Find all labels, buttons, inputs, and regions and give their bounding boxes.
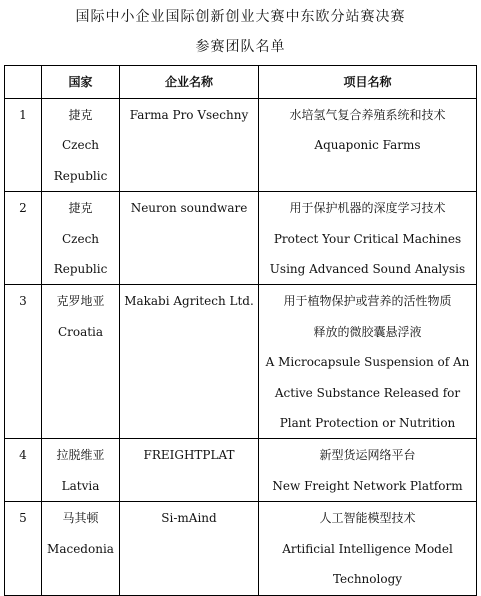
company-cell [120, 285, 259, 439]
project-line: Technology [332, 572, 403, 587]
document-subtitle: 参赛团队名单 [195, 39, 286, 55]
table-row [5, 99, 477, 192]
table-row [5, 285, 477, 439]
country-line: Czech [61, 231, 100, 246]
project-line: 用于植物保护或营养的活性物质 [283, 294, 452, 309]
project-cell [259, 502, 477, 595]
project-line: 释放的微胶囊悬浮液 [313, 324, 422, 339]
project-line: Using Advanced Sound Analysis [269, 262, 466, 277]
country-line: Republic [53, 168, 108, 183]
table-row [5, 439, 477, 502]
project-line: New Freight Network Platform [272, 478, 463, 493]
country-cell [42, 439, 120, 502]
project-cell [259, 439, 477, 502]
table-row [5, 192, 477, 285]
participants-table [4, 65, 477, 596]
country-line: 克罗地亚 [56, 294, 105, 309]
document-title: 国际中小企业国际创新创业大赛中东欧分站赛决赛 [75, 9, 406, 25]
row-number: 4 [5, 439, 42, 502]
company-cell [120, 439, 259, 502]
country-line: Macedonia [47, 541, 114, 556]
project-line: 新型货运网络平台 [319, 448, 416, 463]
project-line: Aquaponic Farms [314, 138, 421, 153]
project-line: 人工智能模型技术 [319, 511, 416, 526]
project-line: Protect Your Critical Machines [273, 231, 462, 246]
country-line: 马其顿 [62, 511, 99, 526]
company-line: FREIGHTPLAT [143, 448, 235, 463]
company-line: Farma Pro Vsechny [129, 108, 249, 122]
column-header-project: 项目名称 [259, 66, 477, 99]
row-number: 1 [5, 99, 42, 192]
row-number: 3 [5, 285, 42, 439]
country-cell [42, 502, 120, 595]
company-cell [120, 502, 259, 595]
row-number: 2 [5, 192, 42, 285]
company-line: Si-mAind [161, 511, 217, 526]
company-line: Neuron soundware [130, 201, 248, 216]
country-cell [42, 192, 120, 285]
country-cell [42, 285, 120, 439]
table-header-row [5, 66, 477, 99]
project-cell [259, 99, 477, 192]
project-line: 水培氢气复合养殖系统和技术 [289, 108, 446, 122]
column-header-company: 企业名称 [120, 66, 259, 99]
country-line: 拉脱维亚 [56, 448, 105, 463]
country-cell [42, 99, 120, 192]
row-number: 5 [5, 502, 42, 595]
project-line: Active Substance Released for [274, 385, 461, 400]
project-cell [259, 192, 477, 285]
column-header-country: 国家 [42, 66, 120, 99]
table-row [5, 502, 477, 595]
country-line: Czech [61, 138, 100, 153]
company-cell [120, 99, 259, 192]
project-line: Plant Protection or Nutrition [279, 416, 456, 431]
country-line: Republic [53, 262, 108, 277]
company-line: Makabi Agritech Ltd. [124, 294, 254, 309]
project-line: Artificial Intelligence Model [282, 541, 453, 556]
column-header-number [5, 66, 42, 99]
project-cell [259, 285, 477, 439]
project-line: A Microcapsule Suspension of An [265, 355, 470, 370]
company-cell [120, 192, 259, 285]
project-line: 用于保护机器的深度学习技术 [289, 201, 446, 216]
country-line: 捷克 [68, 108, 93, 122]
country-line: 捷克 [68, 201, 93, 216]
country-line: Latvia [61, 478, 100, 493]
country-line: Croatia [57, 324, 104, 339]
